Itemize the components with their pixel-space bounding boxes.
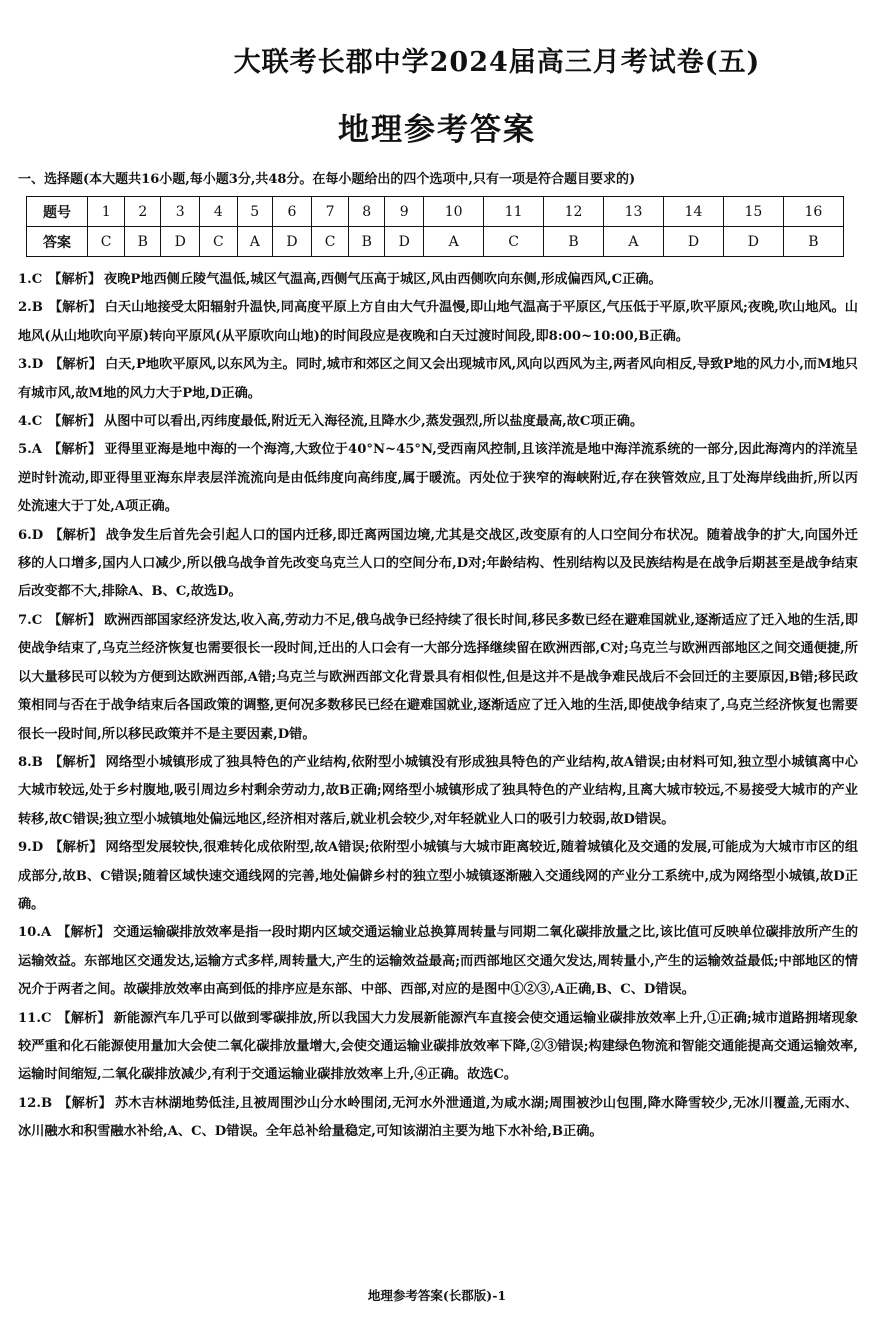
question-number-cell: 9 bbox=[385, 197, 424, 227]
answer-cell: D bbox=[663, 227, 723, 257]
question-number-cell: 14 bbox=[663, 197, 723, 227]
item-number: 4.C bbox=[18, 414, 43, 430]
question-number-cell: 10 bbox=[424, 197, 484, 227]
explanation-text: 白天,P地吹平原风,以东风为主。同时,城市和郊区之间又会出现城市风,风向以西风为主,两者风向相反,导致P地的风力小,而M地只有城市风,故M地的风力大于P地,D正确。 bbox=[18, 357, 858, 401]
explanation-item bbox=[18, 522, 858, 607]
question-number-cell: 15 bbox=[723, 197, 783, 227]
explanation-text: 苏木吉林湖地势低洼,且被周围沙山分水岭围闭,无河水外泄通道,为咸水湖;周围被沙山包围,降水降雪较少,无冰川覆盖,无雨水、冰川融水和积雪融水补给,A、C、D错误。全年总补给量稳定,可知该湖泊主要为地下水补给,B正确。 bbox=[18, 1095, 858, 1140]
answer-cell: B bbox=[783, 227, 843, 257]
analysis-tag: 【解析】 bbox=[48, 300, 102, 316]
answer-cell: D bbox=[272, 227, 311, 257]
item-number: 9.D bbox=[18, 840, 44, 856]
item-number: 11.C bbox=[18, 1010, 52, 1026]
section-heading: 一、选择题(本大题共16小题,每小题3分,共48分。在每小题给出的四个选项中,只有一项是符合题目要求的) bbox=[18, 172, 636, 187]
explanation-item bbox=[18, 607, 858, 749]
answer-cell: D bbox=[723, 227, 783, 257]
explanation-text: 白天山地接受太阳辐射升温快,同高度平原上方自由大气升温慢,即山地气温高于平原区,气压低于平原,吹平原风;夜晚,吹山地风。山地风(从山地吹向平原)转向平原风(从平原吹向山地)的时间段应是夜晚和白天过渡时间段,即8:00~10:00,B正确。 bbox=[18, 300, 858, 344]
question-number-cell: 7 bbox=[311, 197, 348, 227]
page-footer: 地理参考答案(长郡版)-1 bbox=[367, 1288, 507, 1303]
question-number-cell: 8 bbox=[349, 197, 385, 227]
answer-cell: B bbox=[349, 227, 385, 257]
explanations-list bbox=[18, 266, 858, 1147]
question-number-cell: 5 bbox=[237, 197, 272, 227]
explanation-item bbox=[18, 436, 858, 521]
item-number: 3.D bbox=[18, 357, 44, 373]
analysis-tag: 【解析】 bbox=[48, 442, 102, 458]
analysis-tag: 【解析】 bbox=[48, 272, 102, 287]
explanation-text: 夜晚P地西侧丘陵气温低,城区气温高,西侧气压高于城区,风由西侧吹向东侧,形成偏西风,C正确。 bbox=[104, 272, 662, 287]
item-number: 10.A bbox=[18, 925, 52, 941]
answer-cell: A bbox=[237, 227, 272, 257]
explanation-text: 网络型发展较快,很难转化成依附型,故A错误;依附型小城镇与大城市距离较近,随着城镇化及交通的发展,可能成为大城市市区的组成部分,故B、C错误;随着区域快速交通线网的完善,地处偏僻乡村的独立型小城镇逐渐融入交通线网的产业分工系统中,成为网络型小城镇,故D正确。 bbox=[18, 840, 859, 912]
analysis-tag: 【解析】 bbox=[57, 1010, 111, 1026]
item-number: 12.B bbox=[18, 1095, 53, 1111]
exam-title: 大联考长郡中学2024届高三月考试卷(五) bbox=[233, 47, 761, 78]
question-number-cell: 1 bbox=[88, 197, 125, 227]
item-number: 2.B bbox=[18, 300, 43, 316]
analysis-tag: 【解析】 bbox=[48, 414, 102, 430]
explanation-text: 从图中可以看出,丙纬度最低,附近无入海径流,且降水少,蒸发强烈,所以盐度最高,故C项正确。 bbox=[104, 414, 644, 430]
question-number-cell: 4 bbox=[200, 197, 237, 227]
explanation-item bbox=[18, 1090, 858, 1147]
analysis-tag: 【解析】 bbox=[58, 1095, 112, 1111]
explanation-text: 交通运输碳排放效率是指一段时期内区域交通运输业总换算周转量与同期二氧化碳排放量之比,该比值可反映单位碳排放所产生的运输效益。东部地区交通发达,运输方式多样,周转量大,产生的运输效益最高;而西部地区交通欠发达,周转量小,产生的运输效益最低;中部地区的情况介于两者之间。故碳排放效率由高到低的排序应是东部、中部、西部,对应的是图中①②③,A正确,B、C、D错误。 bbox=[18, 925, 859, 998]
answer-cell: B bbox=[544, 227, 604, 257]
answer-cell: B bbox=[125, 227, 161, 257]
explanation-text: 新能源汽车几乎可以做到零碳排放,所以我国大力发展新能源汽车直接会使交通运输业碳排放效率上升,①正确;城市道路拥堵现象较严重和化石能源使用量加大会使二氧化碳排放量增大,会使交通运输业碳排放效率下降,②③错误;构建绿色物流和智能交通能提高交通运输效率,运输时间缩短,二氧化碳排放减少,有利于交通运输业碳排放效率上升,④正确。故选C。 bbox=[18, 1010, 859, 1083]
question-number-cell: 3 bbox=[161, 197, 200, 227]
item-number: 1.C bbox=[18, 272, 43, 287]
explanation-item bbox=[18, 834, 858, 919]
explanation-item bbox=[18, 266, 858, 294]
analysis-tag: 【解析】 bbox=[57, 925, 111, 941]
answer-cell: C bbox=[88, 227, 125, 257]
question-number-cell: 2 bbox=[125, 197, 161, 227]
explanation-text: 亚得里亚海是地中海的一个海湾,大致位于40°N~45°N,受西南风控制,且该洋流是地中海洋流系统的一部分,因此海湾内的洋流呈逆时针流动,即亚得里亚海东岸表层洋流流向是由低纬度向高纬度,属于暖流。丙处位于狭窄的海峡附近,存在狭管效应,且丁处海岸线曲折,所以丙处流速大于丁处,A项正确。 bbox=[18, 442, 858, 515]
question-number-cell: 13 bbox=[604, 197, 664, 227]
answer-cell: C bbox=[200, 227, 237, 257]
item-number: 7.C bbox=[18, 612, 43, 628]
explanation-item bbox=[18, 351, 858, 408]
answer-row bbox=[27, 227, 844, 257]
row-label-question: 题号 bbox=[27, 197, 88, 227]
answer-cell: A bbox=[604, 227, 664, 257]
explanation-item bbox=[18, 294, 858, 351]
item-number: 6.D bbox=[18, 527, 44, 543]
analysis-tag: 【解析】 bbox=[48, 754, 103, 770]
question-number-row bbox=[27, 197, 844, 227]
answer-cell: A bbox=[424, 227, 484, 257]
explanation-item bbox=[18, 408, 858, 436]
explanation-item bbox=[18, 749, 858, 834]
answer-table bbox=[26, 196, 844, 257]
question-number-cell: 12 bbox=[544, 197, 604, 227]
item-number: 5.A bbox=[18, 442, 42, 458]
question-number-cell: 6 bbox=[272, 197, 311, 227]
question-number-cell: 16 bbox=[783, 197, 843, 227]
explanation-text: 欧洲西部国家经济发达,收入高,劳动力不足,俄乌战争已经持续了很长时间,移民多数已经在避难国就业,逐渐适应了迁入地的生活,即使战争结束了,乌克兰经济恢复也需要很长一段时间,迁出的人口会有一大部分选择继续留在欧洲西部,C对;乌克兰与欧洲西部地区之间交通便捷,所以大量移民可以较为方便到达欧洲西部,A错;乌克兰与欧洲西部文化背景具有相似性,但是这并不是战争难民战后不会回迁的主要原因,B错;移民政策相同与否在于战争结束后各国政策的调整,更何况多数移民已经在避难国就业,逐渐适应了迁入地的生活,即使战争结束了,乌克兰经济恢复也需要很长一段时间,所以移民政策并不是主要因素,D错。 bbox=[18, 612, 859, 742]
explanation-item bbox=[18, 919, 858, 1004]
row-label-answer: 答案 bbox=[27, 227, 88, 257]
analysis-tag: 【解析】 bbox=[49, 357, 103, 373]
answer-cell: D bbox=[161, 227, 200, 257]
explanation-item bbox=[18, 1005, 858, 1090]
answer-key-title: 地理参考答案 bbox=[338, 112, 536, 148]
analysis-tag: 【解析】 bbox=[48, 612, 102, 628]
analysis-tag: 【解析】 bbox=[49, 840, 103, 856]
explanation-text: 网络型小城镇形成了独具特色的产业结构,依附型小城镇没有形成独具特色的产业结构,故A错误;由材料可知,独立型小城镇离中心大城市较远,处于乡村腹地,吸引周边乡村剩余劳动力,故B正确;网络型小城镇形成了独具特色的产业结构,且离大城市较远,不易接受大城市的产业转移,故C错误;独立型小城镇地处偏远地区,经济相对落后,就业机会较少,对年轻就业人口的吸引力较弱,故D错误。 bbox=[18, 754, 858, 827]
answer-cell: D bbox=[385, 227, 424, 257]
explanation-text: 战争发生后首先会引起人口的国内迁移,即迁离两国边境,尤其是交战区,改变原有的人口空间分布状况。随着战争的扩大,向国外迁移的人口增多,国内人口减少,所以俄乌战争首先改变乌克兰人口的空间分布,D对;年龄结构、性别结构以及民族结构是在战争后期甚至是战争结束后改变都不大,排除A、B、C,故选D。 bbox=[18, 527, 858, 600]
answer-cell: C bbox=[484, 227, 544, 257]
item-number: 8.B bbox=[18, 754, 43, 770]
analysis-tag: 【解析】 bbox=[49, 527, 103, 543]
answer-cell: C bbox=[311, 227, 348, 257]
question-number-cell: 11 bbox=[484, 197, 544, 227]
